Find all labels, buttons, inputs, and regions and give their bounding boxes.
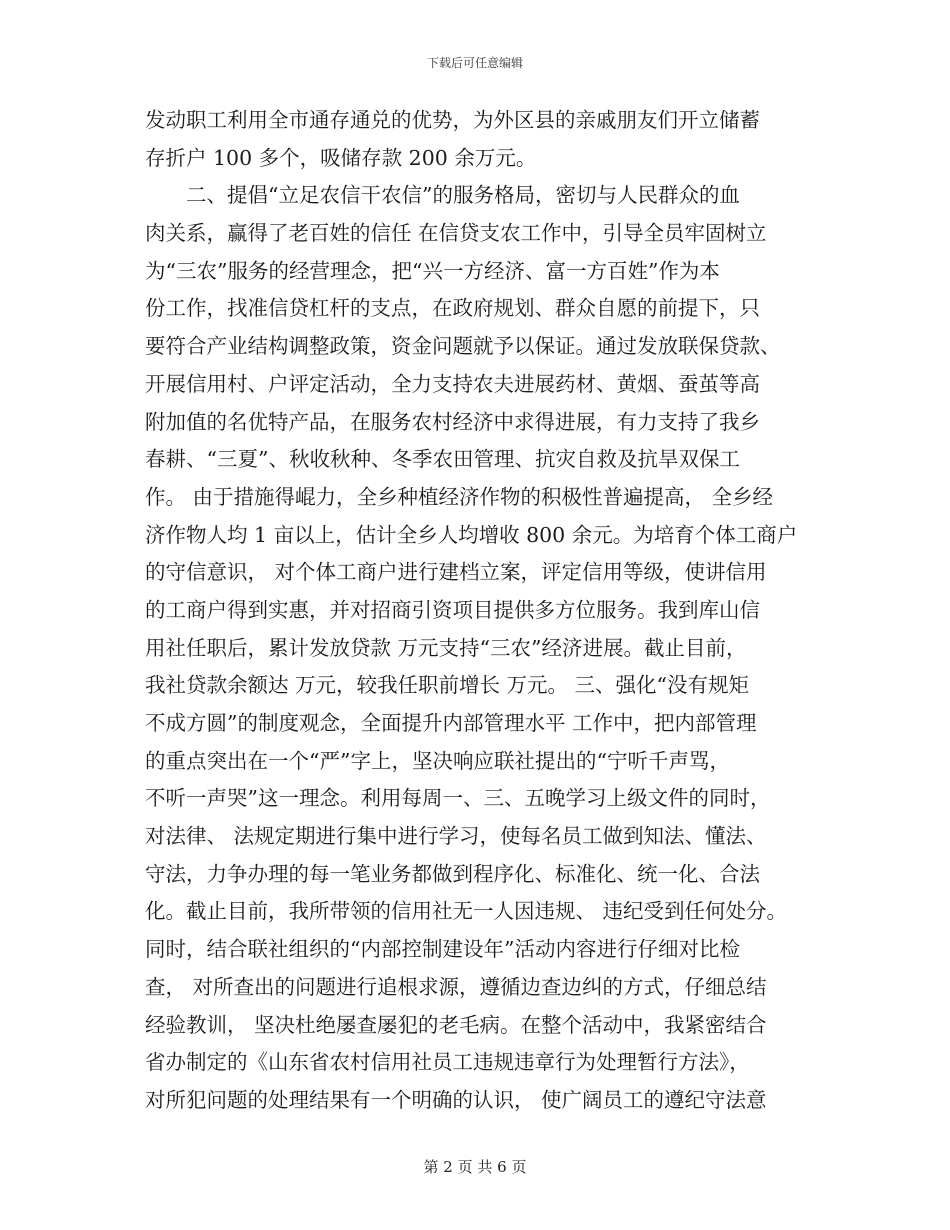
text-line: 济作物人均 1 亩以上，估计全乡人均增收 800 余元。为培育个体工商户 [145, 522, 798, 547]
page-header-note: 下载后可任意编辑 [426, 56, 523, 70]
text-line: 春耕、“三夏”、秋收秋种、冬季农田管理、抗灾自救及抗旱双保工 [145, 447, 740, 472]
text-line: 守法，力争办理的每一笔业务都做到程序化、标准化、统一化、合法 [145, 861, 760, 886]
text-line: 肉关系，赢得了老百姓的信任 在信贷支农工作中，引导全员牢固树立 [145, 221, 767, 246]
text-line: 不成方圆”的制度观念，全面提升内部管理水平 工作中，把内部管理 [145, 711, 757, 735]
text-line: 发动职工利用全市通存通兑的优势，为外区县的亲戚朋友们开立储蓄 [145, 108, 760, 132]
text-line: 存折户 100 多个，吸储存款 200 余万元。 [145, 145, 537, 170]
text-line: 开展信用村、户评定活动，全力支持农夫进展药材、黄烟、蚕茧等高 [145, 371, 760, 396]
text-line: 用社任职后，累计发放贷款 万元支持“三农”经济进展。截止目前， [145, 635, 747, 660]
text-line: 要符合产业结构调整政策，资金问题就予以保证。通过发放联保贷款、 [145, 334, 781, 359]
text-line: 为“三农”服务的经营理念，把“兴一方经济、富一方百姓”作为本 [145, 258, 720, 283]
text-line: 不听一声哭”这一理念。利用每周一、三、五晚学习上级文件的同时， [145, 786, 771, 811]
text-line: 二、提倡“立足农信干农信”的服务格局，密切与人民群众的血 [145, 183, 740, 208]
text-line: 的守信意识， 对个体工商户进行建档立案，评定信用等级，使讲信用 [145, 560, 767, 585]
text-line: 对法律、 法规定期进行集中进行学习，使每名员工做到知法、懂法、 [145, 824, 767, 849]
text-line: 同时，结合联社组织的“内部控制建设年”活动内容进行仔细对比检 [145, 937, 740, 962]
text-line: 经验教训， 坚决杜绝屡查屡犯的老毛病。在整个活动中，我紧密结合 [145, 1012, 767, 1037]
text-line: 查， 对所查出的问题进行追根求源，遵循边查边纠的方式，仔细总结 [145, 974, 767, 999]
text-line: 我社贷款余额达 万元，较我任职前增长 万元。 三、强化“没有规矩 [145, 673, 750, 698]
page-number: 第 2 页 共 6 页 [423, 1158, 527, 1176]
text-line: 的工商户得到实惠，并对招商引资项目提供多方位服务。我到库山信 [145, 597, 760, 622]
text-line: 的重点突出在一个“严”字上，坚决响应联社提出的“宁听千声骂， [145, 748, 730, 773]
text-line: 对所犯问题的处理结果有一个明确的认识， 使广阔员工的遵纪守法意 [145, 1087, 767, 1112]
text-line: 份工作，找准信贷杠杆的支点，在政府规划、群众自愿的前提下，只 [145, 296, 760, 321]
text-line: 作。 由于措施得崐力，全乡种植经济作物的积极性普遍提高， 全乡经 [145, 484, 774, 509]
text-line: 附加值的名优特产品，在服务农村经济中求得进展，有力支持了我乡 [145, 409, 760, 434]
text-line: 省办制定的《山东省农村信用社员工违规违章行为处理暂行方法》， [145, 1050, 750, 1075]
document-body [145, 102, 825, 1120]
text-line: 化。截止目前，我所带领的信用社无一人因违规、 违纪受到任何处分。 [145, 899, 788, 924]
